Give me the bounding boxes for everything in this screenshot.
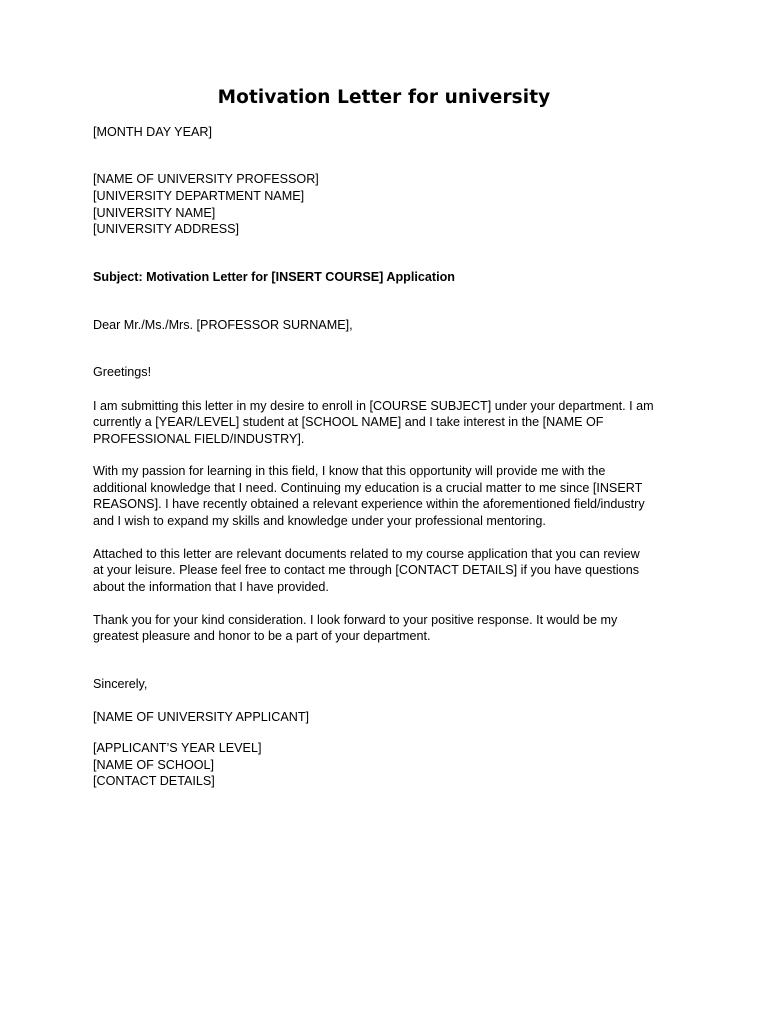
paragraph-4-line-1: Thank you for your kind consideration. I look forward to your positive response. It would be my xyxy=(93,613,618,627)
applicant-contact-details: [CONTACT DETAILS] xyxy=(93,774,215,788)
paragraph-2-line-2: additional knowledge that I need. Continuing my education is a crucial matter to me since [INSERT xyxy=(93,481,643,495)
paragraph-3-line-3: about the information that I have provided. xyxy=(93,580,329,594)
letter-closing: Sincerely, xyxy=(93,677,148,691)
recipient-professor: [NAME OF UNIVERSITY PROFESSOR] xyxy=(93,172,319,186)
letter-salutation: Dear Mr./Ms./Mrs. [PROFESSOR SURNAME], xyxy=(93,318,353,332)
paragraph-1-line-1: I am submitting this letter in my desire to enroll in [COURSE SUBJECT] under your department. I am xyxy=(93,399,654,413)
letter-greeting: Greetings! xyxy=(93,365,152,379)
applicant-name: [NAME OF UNIVERSITY APPLICANT] xyxy=(93,710,310,724)
paragraph-3-line-2: at your leisure. Please feel free to contact me through [CONTACT DETAILS] if you have questions xyxy=(93,563,639,577)
recipient-department: [UNIVERSITY DEPARTMENT NAME] xyxy=(93,189,305,203)
paragraph-3-line-1: Attached to this letter are relevant documents related to my course application that you can review xyxy=(93,547,640,561)
paragraph-2-line-3: REASONS]. I have recently obtained a relevant experience within the aforementioned field/industry xyxy=(93,497,645,511)
letter-date: [MONTH DAY YEAR] xyxy=(93,125,212,139)
paragraph-4-line-2: greatest pleasure and honor to be a part of your department. xyxy=(93,629,431,643)
recipient-university: [UNIVERSITY NAME] xyxy=(93,206,216,220)
recipient-address: [UNIVERSITY ADDRESS] xyxy=(93,222,240,236)
applicant-school: [NAME OF SCHOOL] xyxy=(93,758,215,772)
paragraph-1-line-2: currently a [YEAR/LEVEL] student at [SCHOOL NAME] and I take interest in the [NAME OF xyxy=(93,415,604,429)
paragraph-1-line-3: PROFESSIONAL FIELD/INDUSTRY]. xyxy=(93,432,305,446)
paragraph-2-line-1: With my passion for learning in this field, I know that this opportunity will provide me with the xyxy=(93,464,606,478)
document-title: Motivation Letter for university xyxy=(217,87,551,108)
letter-subject: Subject: Motivation Letter for [INSERT COURSE] Application xyxy=(93,270,455,284)
paragraph-2-line-4: and I wish to expand my skills and knowledge under your professional mentoring. xyxy=(93,514,546,528)
applicant-year-level: [APPLICANT’S YEAR LEVEL] xyxy=(93,741,262,755)
